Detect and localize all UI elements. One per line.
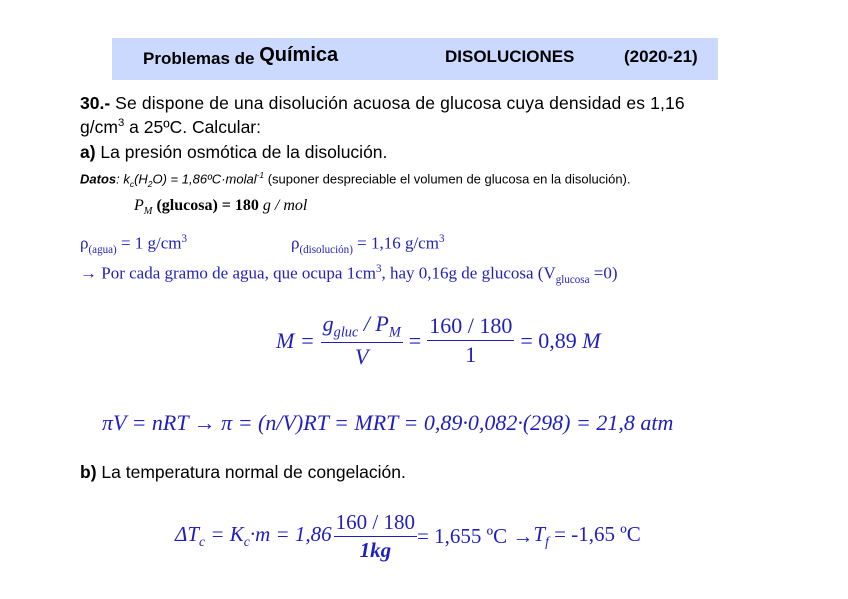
problem-statement-line1: 30.- Se dispone de una disolución acuosa de glucosa cuya densidad es 1,16 [80,93,685,113]
molar-mass-line: $P_M$ (glucosa) = 180 g / mol [134,197,308,218]
banner-subject-prefix: Problemas de [143,49,260,68]
molarity-fraction: $\frac{g_{gluc} / P_M}{V}$ [322,311,401,370]
problem-number: 30.- [80,93,111,113]
problem-statement-line2: $g/cm^3$ a 25ºC. Calcular: [80,117,261,137]
banner-subject [143,44,339,70]
datos-line: Datos: $k_c(H_2O)$ = 1,86ºC·molal$^{-1}$ (suponer despreciable el volumen de glucosa en la disolución). [80,170,631,189]
freezing-fraction: $\frac{160 / 180}{1kg}$ [335,510,416,562]
glucose-note: → Por cada gramo de agua, que ocupa $1cm^3$, hay 0,16g de glucosa $(V_{glucosa} =0)$ [80,263,618,287]
molarity-numeric-fraction: $\frac{160 / 180}{1}$ [429,313,513,368]
freezing-point-equation: $\Delta T_c = K_c\cdot m = 1,86$ $\frac{160 / 180}{1kg}$ = 1,655 ºC → $T_f = -1,65$ ºC [175,510,641,562]
density-water: $\rho_{(agua)} = 1$ $g/cm^3$ [80,233,188,257]
banner-subject-word: Química [259,44,339,66]
part-b-question: b) La temperatura normal de congelación. [80,462,406,482]
banner-year: (2020-21) [624,47,698,66]
molarity-equation: M = $\frac{g_{gluc} / P_M}{V}$ = $\frac{160 / 180}{1}$ = 0,89 M [276,311,601,370]
density-solution: $\rho_{(disolución)} = 1,16$ $g/cm^3$ [291,233,445,257]
osmotic-pressure-equation: πV = nRT → π = (n/V)RT = MRT = 0,89·0,082·(298) = 21,8 atm [102,410,674,435]
banner-topic: DISOLUCIONES [445,47,575,66]
part-a-question: a) La presión osmótica de la disolución. [80,142,388,162]
